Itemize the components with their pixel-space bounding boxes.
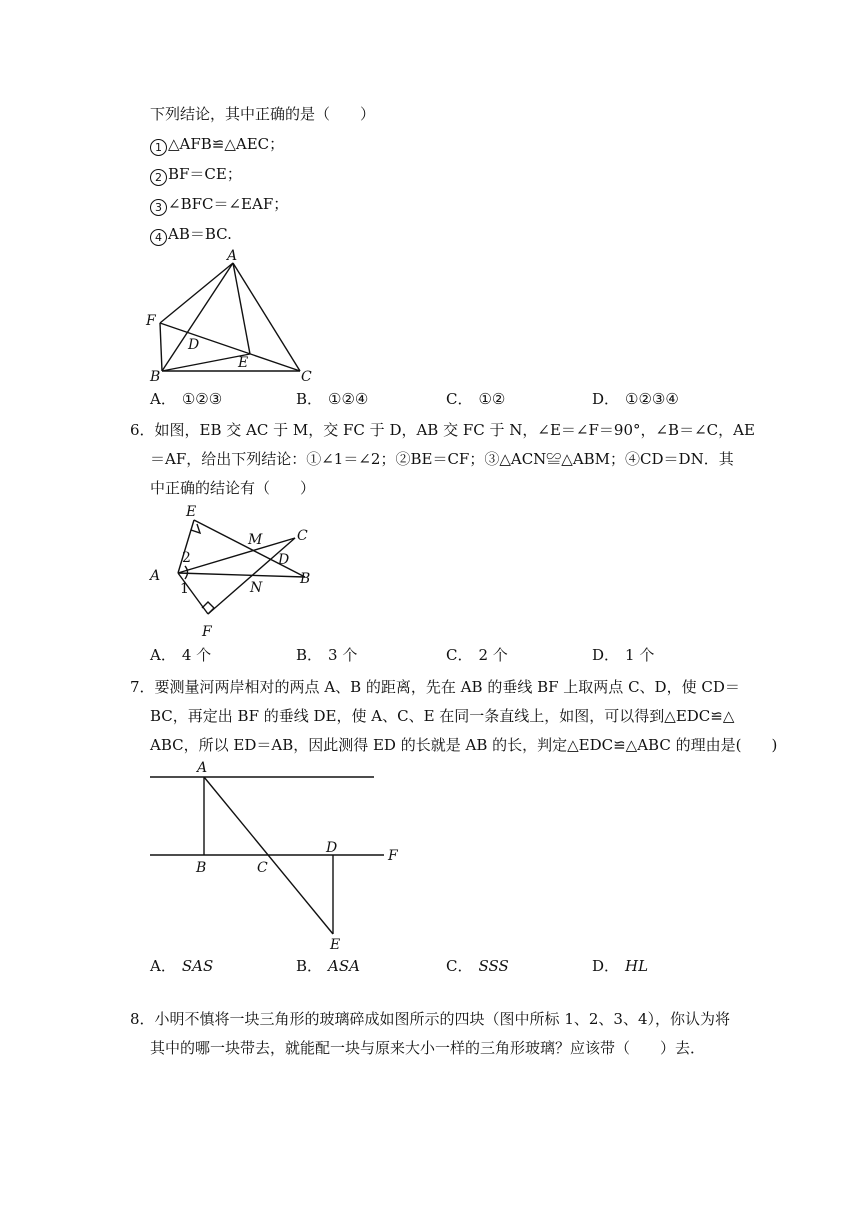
q6-option-a[interactable]: A． 4 个 xyxy=(150,646,212,664)
q6-line-1: 6．如图，EB 交 AC 于 M，交 FC 于 D，AB 交 FC 于 N，∠E＝∠F＝90°，∠B＝∠C，AE xyxy=(130,421,755,439)
q6-label-N: N xyxy=(250,580,263,596)
q5-label-C: C xyxy=(301,369,312,385)
q6-label-M: M xyxy=(248,532,263,548)
q6-label-D: D xyxy=(278,552,290,568)
q7-option-a[interactable]: A． SAS xyxy=(150,957,214,975)
q6-label-A: A xyxy=(150,568,161,584)
q5-option-a[interactable]: A． ①②③ xyxy=(150,390,223,408)
q6-option-b[interactable]: B． 3 个 xyxy=(296,646,358,664)
q5-option-d[interactable]: D． ①②③④ xyxy=(592,390,679,408)
q5-label-F: F xyxy=(146,313,156,329)
q6-line-3: 中正确的结论有（ ） xyxy=(150,479,316,497)
q7-line-3: ABC，所以 ED＝AB，因此测得 ED 的长就是 AB 的长，判定△EDC≌△ABC 的理由是( ) xyxy=(150,736,778,754)
q6-label-C: C xyxy=(297,528,308,544)
q5-statement-4: 4 AB＝BC. xyxy=(150,224,232,246)
q5-statement-1: 1 △AFB≌△AEC； xyxy=(150,134,284,156)
q7-line-2: BC，再定出 BF 的垂线 DE，使 A、C、E 在同一条直线上，如图，可以得到△EDC≌△ xyxy=(150,707,735,725)
q7-option-d[interactable]: D． HL xyxy=(592,957,649,975)
q5-statement-3: 3 ∠BFC＝∠EAF； xyxy=(150,194,288,216)
q5-statement-2: 2 BF＝CE； xyxy=(150,164,242,186)
q6-label-E: E xyxy=(186,504,197,520)
circled-number-icon: 2 xyxy=(150,169,167,186)
q7-line-1: 7．要测量河两岸相对的两点 A、B 的距离，先在 AB 的垂线 BF 上取两点 C、D，使 CD＝ xyxy=(130,678,740,696)
q7-label-E: E xyxy=(330,937,341,951)
q5-label-A: A xyxy=(227,248,238,264)
q7-label-C: C xyxy=(257,860,268,876)
q5-label-E: E xyxy=(238,355,249,371)
q5-figure xyxy=(140,245,330,385)
q7-label-B: B xyxy=(196,860,207,876)
q5-label-B: B xyxy=(150,369,161,385)
q6-option-d[interactable]: D． 1 个 xyxy=(592,646,655,664)
q5-option-b[interactable]: B． ①②④ xyxy=(296,390,369,408)
q6-label-2: 2 xyxy=(182,550,191,566)
q7-option-c[interactable]: C． SSS xyxy=(446,957,509,975)
q7-figure xyxy=(140,756,410,951)
circled-number-icon: 1 xyxy=(150,139,167,156)
q6-figure xyxy=(140,500,320,640)
q5-label-D: D xyxy=(188,337,200,353)
q5-option-c[interactable]: C． ①② xyxy=(446,390,506,408)
q5-intro: 下列结论，其中正确的是（ ） xyxy=(150,105,376,123)
q8-line-1: 8．小明不慎将一块三角形的玻璃碎成如图所示的四块（图中所标 1、2、3、4），你认为将 xyxy=(130,1010,730,1028)
q6-line-2: ＝AF，给出下列结论：①∠1＝∠2；②BE＝CF；③△ACN≌△ABM；④CD＝DN．其 xyxy=(150,450,734,468)
q6-label-F: F xyxy=(202,624,212,640)
q6-label-B: B xyxy=(300,571,311,587)
q8-line-2: 其中的哪一块带去，就能配一块与原来大小一样的三角形玻璃？应该带（ ）去． xyxy=(150,1039,706,1057)
q6-label-1: 1 xyxy=(180,581,189,597)
q6-option-c[interactable]: C． 2 个 xyxy=(446,646,508,664)
circled-number-icon: 3 xyxy=(150,199,167,216)
q7-label-F: F xyxy=(388,848,398,864)
q7-label-D: D xyxy=(326,840,338,856)
q7-option-b[interactable]: B． ASA xyxy=(296,957,360,975)
q7-label-A: A xyxy=(197,760,208,776)
circled-number-icon: 4 xyxy=(150,229,167,246)
